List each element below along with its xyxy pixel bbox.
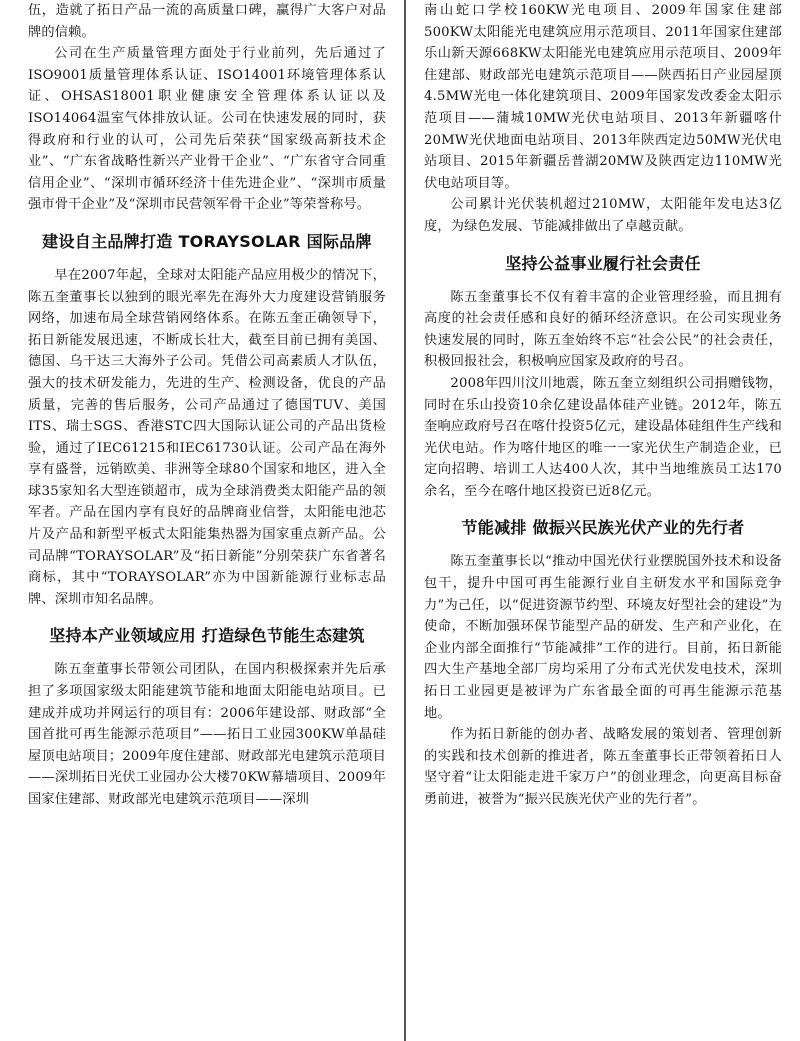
section-heading-green-building: 坚持本产业领域应用 打造绿色节能生态建筑 <box>49 626 365 646</box>
paragraph-installed-capacity: 公司累计光伏装机超过210MW，太阳能年发电达3亿度，为绿色发展、节能减排做出了卓越贡献。 <box>424 197 782 234</box>
paragraph-continued: 伍，造就了拓日产品一流的高质量口碑，赢得广大客户对品牌的信赖。 <box>28 3 386 40</box>
paragraph-energy-saving: 陈五奎董事长以“推动中国光伏行业摆脱国外技术和设备包干，提升中国可再生能源行业自主研发水平和国际竞争力”为己任，以“促进资源节约型、环境友好型社会的建设”为使命，不断加强环保节能型产品的研发、生产和产业化，在企业内部全面推行“节能减排”工作的进行。目前，拓日新能四大生产基地全部厂房均采用了分布式光伏发电技术，深圳拓日工业园更是被评为广东省最全面的可再生能源示范基地。 <box>424 554 782 721</box>
left-column <box>28 0 386 811</box>
paragraph-donations: 2008年四川汶川地震，陈五奎立刻组织公司捐赠钱物，同时在乐山投资10余亿建设晶体硅产业链。2012年，陈五奎响应政府号召在喀什投资5亿元，建设晶体硅组件生产线和光伏电站。作为喀什地区的唯一一家光伏生产制造企业，已定向招聘、培训工人达400人次，其中当地维族员工达170余名，至今在喀什地区投资已近8亿元。 <box>424 375 782 499</box>
section-heading-brand: 建设自主品牌打造 TORAYSOLAR 国际品牌 <box>42 231 372 251</box>
column-divider <box>404 0 406 1041</box>
paragraph-projects-continued: 南山蛇口学校160KW光电项目、2009年国家住建部500KW太阳能光电建筑应用示范项目、2011年国家住建部乐山新天源668KW太阳能光电建筑应用示范项目、2009年住建部、财政部光电建筑示范项目——陕西拓日产业园屋顶4.5MW光电一体化建筑项目、2009年国家发改委金太阳示范项目——蒲城10MW光伏电站项目、2013年新疆喀什20MW光伏地面电站项目、2013年陕西定边50MW光伏电站项目、2015年新疆岳普湖20MW及陕西定边110MW光伏电站项目等。 <box>424 3 782 191</box>
paragraph-quality-management: 公司在生产质量管理方面处于行业前列，先后通过了ISO9001质量管理体系认证、ISO14001环境管理体系认证、OHSAS18001职业健康安全管理体系认证以及ISO14064温室气体排放认证。公司在快速发展的同时，获得政府和行业的认可，公司先后荣获“国家级高新技术企业”、“广东省战略性新兴产业骨干企业”、“广东省守合同重信用企业”、“深圳市循环经济十佳先进企业”、“深圳市质量强市骨干企业”及“深圳市民营领军骨干企业”等荣誉称号。 <box>28 46 386 213</box>
paragraph-projects: 陈五奎董事长带领公司团队，在国内积极探索并先后承担了多项国家级太阳能建筑节能和地面太阳能电站项目。已建成并成功并网运行的项目有：2006年建设部、财政部“全国首批可再生能源示范项目”——拓日工业园300KW单晶硅屋顶电站项目；2009年度住建部、财政部光电建筑示范项目——深圳拓日光伏工业园办公大楼70KW幕墙项目、2009年国家住建部、财政部光电建筑示范项目——深圳 <box>28 662 386 807</box>
right-column <box>424 0 782 811</box>
section-heading-social-responsibility: 坚持公益事业履行社会责任 <box>505 253 701 273</box>
section-heading-energy-saving: 节能减排 做振兴民族光伏产业的先行者 <box>461 518 745 538</box>
paragraph-founder: 作为拓日新能的创办者、战略发展的策划者、管理创新的实践和技术创新的推进者，陈五奎董事长正带领着拓日人坚守着“让太阳能走进千家万户”的创业理念，向更高目标奋勇前进，被誉为“振兴民族光伏产业的先行者”。 <box>424 727 782 807</box>
paragraph-brand: 早在2007年起，全球对太阳能产品应用极少的情况下，陈五奎董事长以独到的眼光率先在海外大力度建设营销服务网络，加速布局全球营销网络体系。在陈五奎正确领导下，拓日新能发展迅速，不断成长壮大，截至目前已拥有美国、德国、乌干达三大海外子公司。凭借公司高素质人才队伍，强大的技术研发能力，先进的生产、检测设备，优良的产品质量，完善的售后服务，公司产品通过了德国TUV、美国ITS、瑞士SGS、香港STC四大国际认证公司的产品出货检验，通过了IEC61215和IEC61730认证。公司产品在海外享有盛誉，远销欧美、非洲等全球80个国家和地区，进入全球35家知名大型连锁超市，成为全球消费类太阳能产品的领军者。产品在国内享有良好的品牌商业信誉，太阳能电池芯片及产品和新型平板式太阳能集热器为国家重点新产品。公司品牌“TORAYSOLAR”及“拓日新能”分别荣获广东省著名商标，其中“TORAYSOLAR”亦为中国新能源行业标志品牌、深圳市知名品牌。 <box>28 267 386 607</box>
paragraph-social-responsibility: 陈五奎董事长不仅有着丰富的企业管理经验，而且拥有高度的社会责任感和良好的循环经济意识。在公司实现业务快速发展的同时，陈五奎始终不忘“社会公民”的社会责任，积极回报社会，积极响应国家及政府的号召。 <box>424 289 782 370</box>
